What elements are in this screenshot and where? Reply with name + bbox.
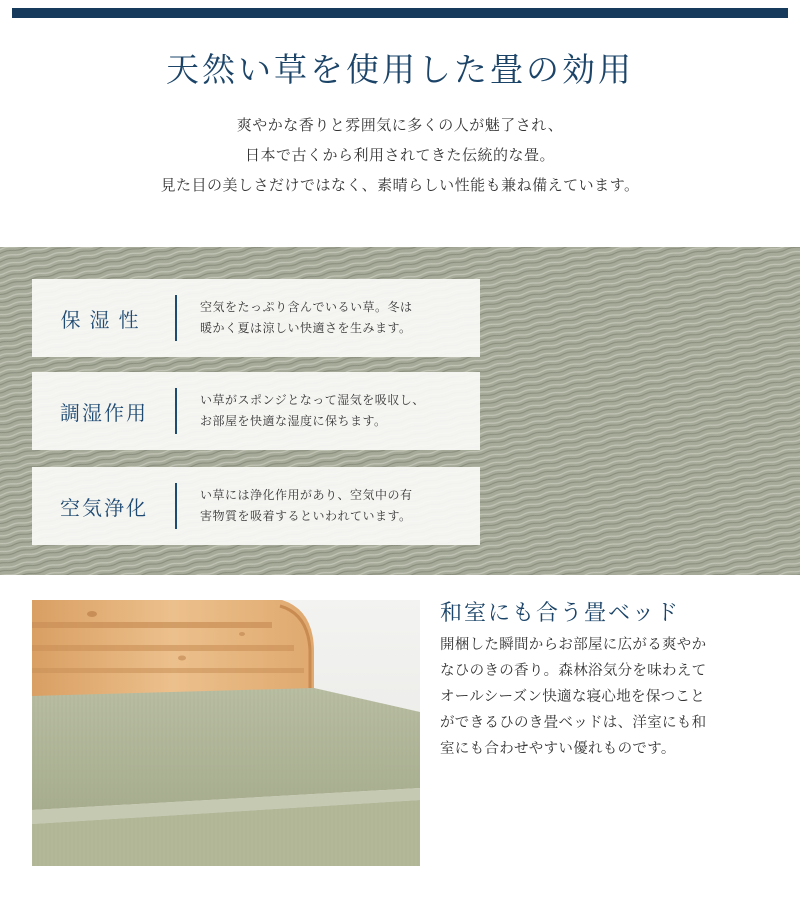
tatami-texture-panel: [0, 247, 800, 575]
feature-description-line: 暖かく夏は涼しい快適さを生みます。: [200, 321, 412, 335]
feature-description-line: い草には浄化作用があり、空気中の有: [200, 488, 413, 502]
top-accent-bar: [12, 8, 788, 18]
feature-description: [200, 390, 470, 432]
feature-card-humidity-control: [32, 372, 480, 450]
bed-text-line: 室にも合わせやすい優れものです。: [440, 741, 676, 757]
bed-text-line: 開梱した瞬間からお部屋に広がる爽やか: [440, 637, 707, 653]
feature-name: 調湿作用: [60, 400, 148, 425]
tatami-bed-illustration: [32, 600, 420, 866]
bed-text-line: ができるひのき畳ベッドは、洋室にも和: [440, 715, 707, 731]
feature-divider: [175, 388, 177, 434]
page-title: 天然い草を使用した畳の効用: [166, 50, 634, 89]
feature-description-line: 空気をたっぷり含んでいるい草。冬は: [200, 300, 413, 314]
feature-description: [200, 297, 470, 339]
feature-card-air-purification: [32, 467, 480, 545]
feature-description: [200, 485, 470, 527]
feature-name: 保湿性: [60, 307, 148, 332]
intro-line: 日本で古くから利用されてきた伝統的な畳。: [244, 146, 555, 164]
intro-line: 見た目の美しさだけではなく、素晴らしい性能も兼ね備えています。: [160, 176, 640, 194]
feature-description-line: 害物質を吸着するといわれています。: [200, 509, 412, 523]
feature-card-moisture-retention: [32, 279, 480, 357]
feature-name: 空気浄化: [60, 495, 148, 520]
bed-text-line: なひのきの香り。森林浴気分を味わえて: [440, 663, 707, 679]
intro-text: [0, 110, 800, 200]
feature-description-line: い草がスポンジとなって湿気を吸収し、: [200, 393, 425, 407]
bed-section-text: [440, 632, 782, 762]
feature-description-line: お部屋を快適な湿度に保ちます。: [200, 414, 387, 428]
bed-text-line: オールシーズン快適な寝心地を保つこと: [440, 689, 706, 705]
tatami-bed-photo: [32, 600, 420, 866]
intro-line: 爽やかな香りと雰囲気に多くの人が魅了され、: [236, 116, 564, 134]
feature-divider: [175, 483, 177, 529]
feature-divider: [175, 295, 177, 341]
bed-section-title: 和室にも合う畳ベッド: [440, 601, 681, 626]
